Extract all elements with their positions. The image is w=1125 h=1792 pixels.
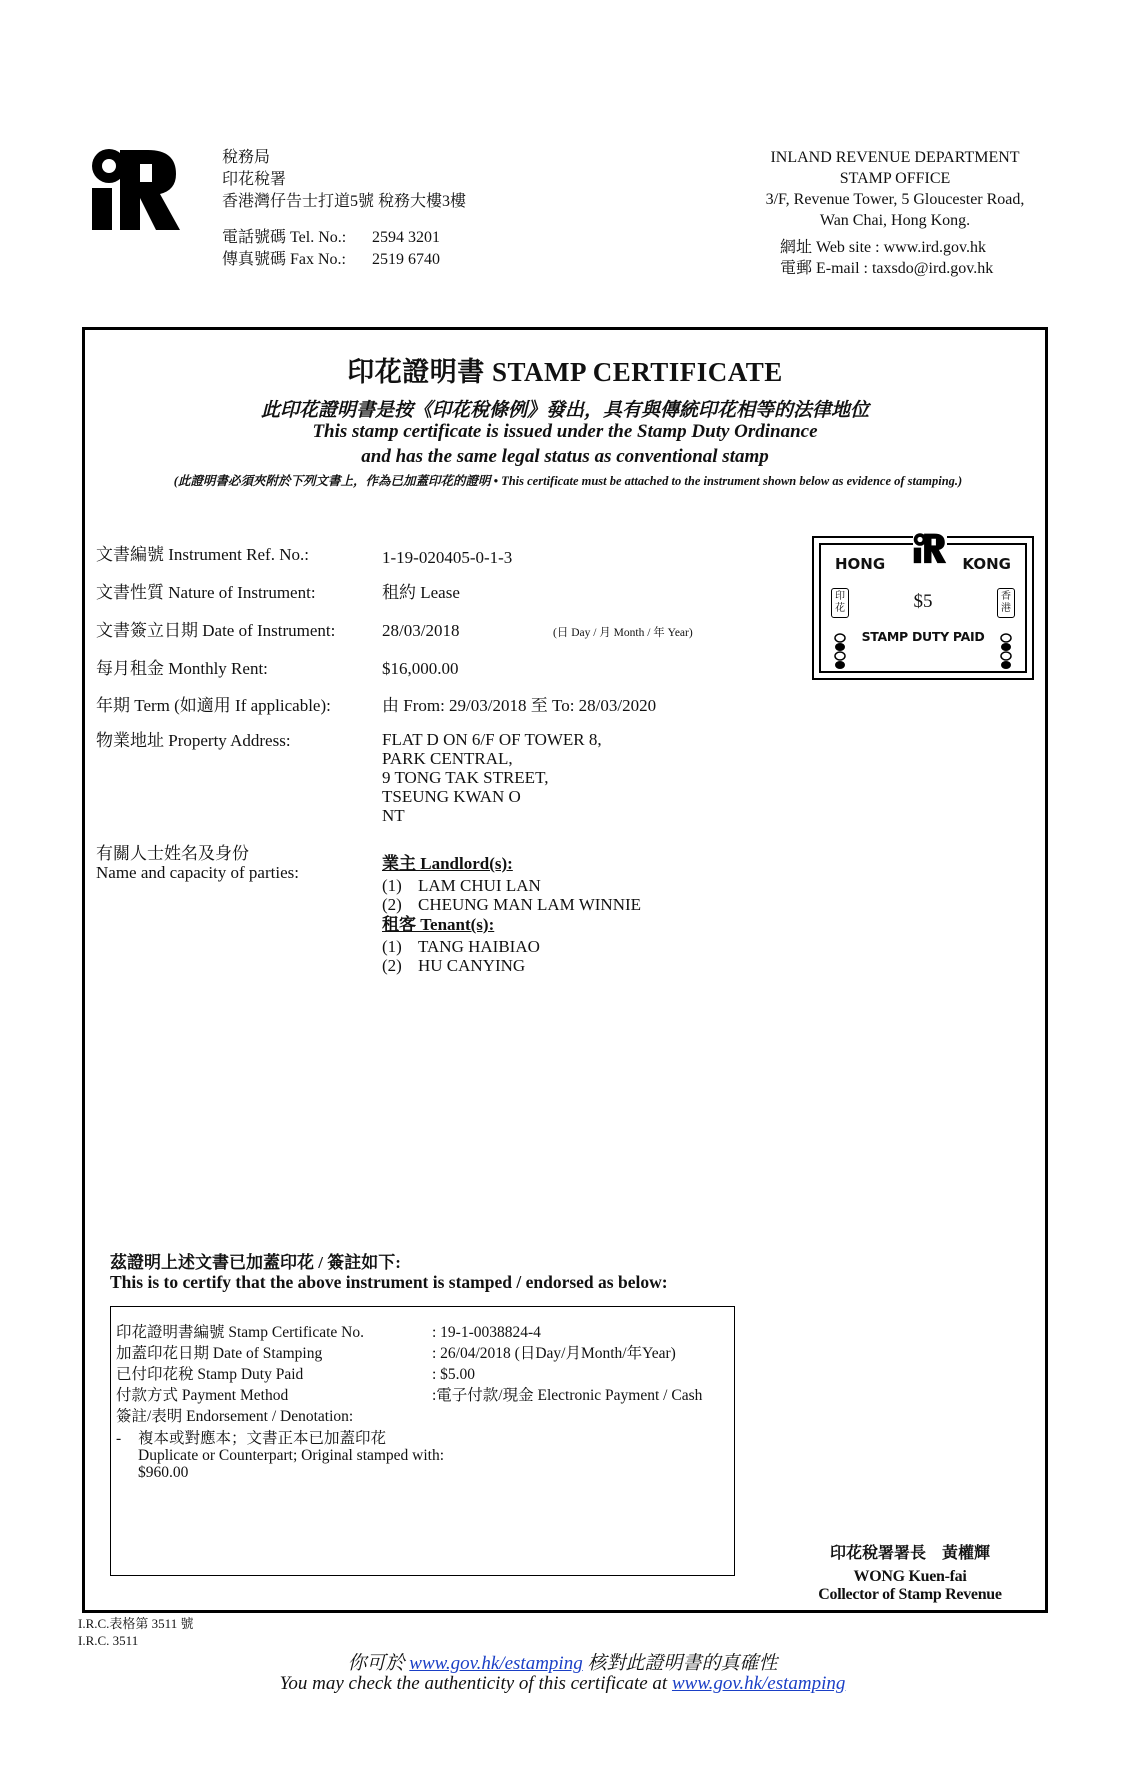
rent-value: $16,000.00 [382,659,459,678]
header-dept-en: INLAND REVENUE DEPARTMENT [770,149,1020,166]
website[interactable]: 網址 Web site : www.ird.gov.hk [780,239,986,256]
certify-line-zh: 茲證明上述文書已加蓋印花 / 簽註如下: [110,1253,401,1272]
collector-title-zh: 印花稅署署長 黃權輝 [829,1545,990,1562]
list-item: (1) TANG HAIBIAO [382,937,540,956]
header-office-zh: 印花稅署 [222,171,287,188]
header-address-zh: 香港灣仔告士打道5號 稅務大樓3樓 [222,193,467,210]
tenant-heading: 租客 Tenant(s): [382,915,495,934]
duty-paid-label: 已付印花稅 Stamp Duty Paid [116,1366,304,1383]
estamping-link[interactable]: www.gov.hk/estamping [671,1673,846,1694]
list-item: (1) LAM CHUI LAN [382,876,541,895]
header-dept-zh: 稅務局 [222,149,271,166]
estamping-link[interactable]: www.gov.hk/estamping [409,1653,583,1674]
tel-value: 2594 3201 [372,229,440,246]
address-line: TSEUNG KWAN O [382,787,521,806]
stamp-chop-left: 印花 [831,588,849,618]
term-label: 年期 Term (如適用 If applicable): [96,696,331,715]
nature-label: 文書性質 Nature of Instrument: [96,583,316,602]
bauhinia-ornament-icon [834,633,846,673]
stamp-caption: STAMP DUTY PAID [861,629,985,644]
collector-title-en: Collector of Stamp Revenue [818,1586,1002,1603]
footer-en [0,1673,1125,1695]
ird-logo [90,146,182,232]
endorsement-text [116,1430,444,1481]
rent-label: 每月租金 Monthly Rent: [96,659,268,678]
certify-line-en: This is to certify that the above instrument is stamped / endorsed as below: [110,1272,668,1292]
bauhinia-ornament-icon [1000,633,1012,673]
address-line: 9 TONG TAK STREET, [382,768,549,787]
subtitle-en-1: This stamp certificate is issued under the Stamp Duty Ordinance [312,421,818,442]
footer-zh-post: 核對此證明書的真確性 [582,1653,778,1674]
collector-signature [780,1568,1040,1604]
form-number-zh: I.R.C.表格第 3511 號 [78,1616,194,1631]
stamping-date-value: : 26/04/2018 (日Day/月Month/年Year) [432,1345,676,1362]
tel-row [222,227,466,249]
cert-no-value: : 19-1-0038824-4 [432,1324,541,1341]
form-number-en: I.R.C. 3511 [78,1633,139,1648]
ird-logo-small-icon [913,531,947,565]
address-label: 物業地址 Property Address: [96,731,291,750]
stamp-kong: KONG [962,555,1011,573]
endorsement-amount: $960.00 [138,1464,189,1481]
parties-label-en: Name and capacity of parties: [96,863,299,882]
stamping-date-label: 加蓋印花日期 Date of Stamping [116,1345,323,1362]
header-address-en-1: 3/F, Revenue Tower, 5 Gloucester Road, [765,191,1025,208]
nature-value: 租約 Lease [382,583,460,602]
duty-paid-value: : $5.00 [432,1366,476,1383]
cert-no-label: 印花證明書編號 Stamp Certificate No. [116,1324,364,1341]
address-line: PARK CENTRAL, [382,749,513,768]
tel-label: 電話號碼 Tel. No.: [222,229,347,246]
list-item: (2) CHEUNG MAN LAM WINNIE [382,895,642,914]
fax-label: 傳真號碼 Fax No.: [222,251,347,268]
payment-method-label: 付款方式 Payment Method [116,1387,289,1404]
footer-en-pre: You may check the authenticity of this certificate at [279,1673,672,1694]
stamp-chop-right: 香港 [997,588,1015,618]
date-value: 28/03/2018 [382,621,460,640]
fax-value: 2519 6740 [372,251,440,268]
parties-list [382,854,641,975]
endorsement-dash: - [116,1430,122,1447]
header-address-en-2: Wan Chai, Hong Kong. [819,212,971,229]
address-line: FLAT D ON 6/F OF TOWER 8, [382,730,602,749]
collector-name: WONG Kuen-fai [853,1568,967,1585]
endorsement-line-en: Duplicate or Counterpart; Original stamped with: [138,1447,445,1464]
payment-method-value: :電子付款/現金 Electronic Payment / Cash [432,1387,703,1404]
ref-value: 1-19-020405-0-1-3 [382,548,513,567]
date-label: 文書簽立日期 Date of Instrument: [96,621,336,640]
date-format-hint: (日 Day / 月 Month / 年 Year) [553,627,693,639]
stamp-duty-paid-stamp [812,536,1034,680]
term-value: 由 From: 29/03/2018 至 To: 28/03/2020 [382,696,657,715]
parties-label-zh: 有關人士姓名及身份 [96,844,249,863]
endorsement-label: 簽註/表明 Endorsement / Denotation: [116,1408,354,1425]
landlord-heading: 業主 Landlord(s): [382,854,513,873]
address-line: NT [382,806,405,825]
stamp-amount: $5 [913,591,933,612]
list-item: (2) HU CANYING [382,956,526,975]
fax-row [222,249,466,271]
header-left [222,147,466,271]
subtitle-zh: 此印花證明書是按《印花稅條例》發出，具有與傳統印花相等的法律地位 [260,400,869,421]
certificate-title: 印花證明書 STAMP CERTIFICATE [347,357,783,387]
attach-note: (此證明書必須夾附於下列文書上，作為已加蓋印花的證明 • This certificate must be attached to the instrument shown below as evidence of stamping.) [173,474,963,488]
email[interactable]: 電郵 E-mail : taxsdo@ird.gov.hk [780,260,994,277]
header-right [735,147,1055,279]
stamp-hong: HONG [835,555,886,573]
footer-zh-pre: 你可於 [347,1653,410,1674]
parties-label [96,844,299,882]
footer-zh [0,1648,1125,1675]
ref-label: 文書編號 Instrument Ref. No.: [96,545,309,564]
header-office-en: STAMP OFFICE [839,170,951,187]
endorsement-line-zh: 複本或對應本；文書正本已加蓋印花 [138,1430,387,1447]
property-address [382,730,602,825]
subtitle-en-2: and has the same legal status as conventional stamp [361,446,769,467]
